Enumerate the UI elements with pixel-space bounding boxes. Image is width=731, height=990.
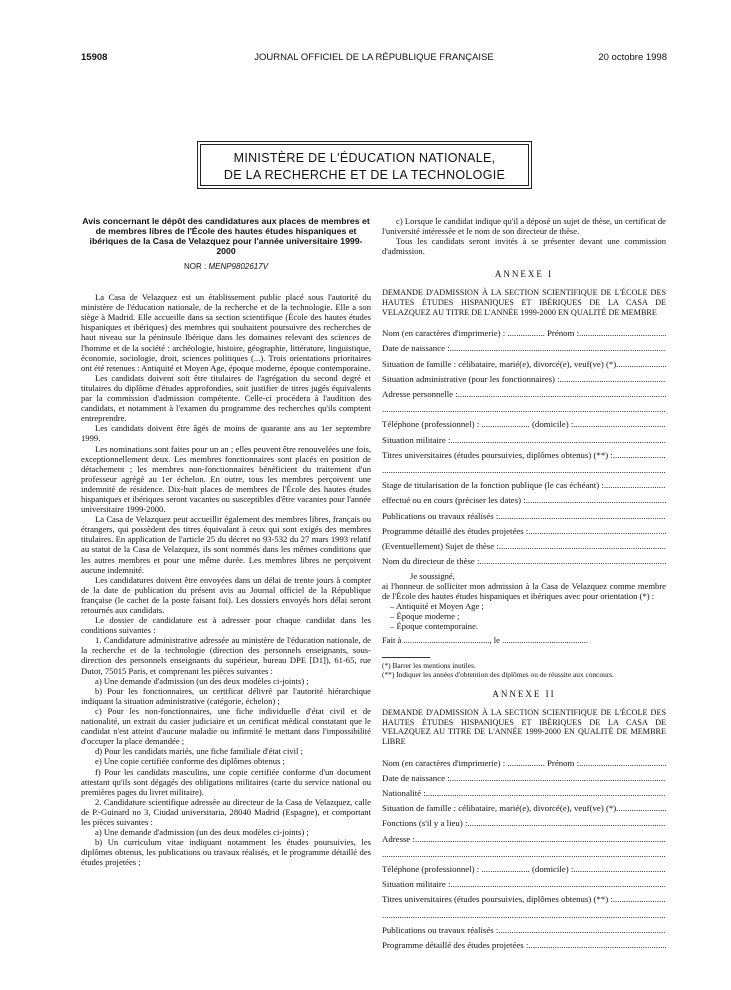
form-field-dots <box>426 786 666 801</box>
form-field-label: Téléphone (professionnel) : ...................... (domicile) : <box>382 864 574 875</box>
form-field-label: Nom (en caractères d'imprimerie) : ................. Prénom : <box>382 757 580 768</box>
form-field-label: Fonctions (s'il y a lieu) : <box>382 818 468 829</box>
right-column <box>382 216 666 953</box>
form-field-line <box>382 433 666 448</box>
form-field-label: Situation administrative (pour les fonctionnaires) : <box>382 373 560 384</box>
publication-date: 20 octobre 1998 <box>598 52 667 63</box>
journal-title: JOURNAL OFFICIEL DE LA RÉPUBLIQUE FRANÇAISE <box>254 52 494 63</box>
annexe-1-heading: ANNEXE I <box>494 269 554 280</box>
form-field-line <box>382 387 666 402</box>
body-paragraph: b) Pour les fonctionnaires, un certificat délivré par l'autorité hiérarchique indiquant la situation administrative (catégorie, échelon) ; <box>81 685 371 706</box>
footnote-rule <box>382 657 430 658</box>
form-field-line <box>382 417 666 432</box>
form-field-dots <box>573 862 666 877</box>
form-field-line <box>382 923 666 938</box>
form-field-dots <box>579 756 666 771</box>
form-field-line <box>382 786 666 801</box>
form-field-label: Situation de famille : célibataire, marié(e), divorcé(e), veuf(ve) (*). <box>382 803 619 814</box>
form-field-dots <box>604 478 666 493</box>
annexe-2-caption: DEMANDE D'ADMISSION À LA SECTION SCIENTIFIQUE DE L'ÉCOLE DES HAUTES ÉTUDES HISPANIQUES ET IBÉRIQUES DE LA CASA DE VELAZQUEZ AU TITRE DE L'ANNÉE 1999-2000 EN QUALITÉ DE MEMBRE LIBRE <box>382 708 666 747</box>
form-field-dots <box>613 448 666 463</box>
form-field-label: Date de naissance : <box>382 343 450 354</box>
form-field-dots <box>450 433 666 448</box>
form-field-label: Titres universitaires (études poursuivies, diplômes obtenus) (**) : <box>382 894 613 905</box>
form-field-dots <box>579 326 666 341</box>
form-field-dots <box>613 892 666 907</box>
form-field-label: Téléphone (professionnel) : ...................... (domicile) : <box>382 419 574 430</box>
form-field-line <box>382 357 666 372</box>
soussigne-line: Je soussigné, <box>410 570 455 581</box>
form-field-dots <box>450 341 666 356</box>
form-field-line <box>382 801 666 816</box>
form-field-label: Adresse personnelle : <box>382 389 458 400</box>
ministry-line-2: DE LA RECHERCHE ET DE LA TECHNOLOGIE <box>223 168 506 182</box>
form-field-label: Nationalité : <box>382 788 426 799</box>
form-field-label: Nom du directeur de thèse : <box>382 556 480 567</box>
body-paragraph: a) Une demande d'admission (un des deux modèles ci-joints) ; <box>95 675 309 686</box>
form-field-label: Stage de titularisation de la fonction publique (le cas échéant) : <box>382 480 604 491</box>
form-field-label: Publications ou travaux réalisés : <box>382 510 499 521</box>
form-field-line <box>382 493 666 508</box>
orientation-options <box>382 601 666 631</box>
form-field-line <box>382 832 666 847</box>
body-paragraph: 2. Candidature scientifique adressée au directeur de la Casa de Velazquez, calle de P.-Guinard no 3, Ciudad universitaria, 28040 Madrid (Espagne), et comportant les pièces suivantes : <box>81 796 371 827</box>
form-field-label: effectué ou en cours (préciser les dates) : <box>382 495 526 506</box>
annexe-2-heading: ANNEXE II <box>492 689 556 700</box>
form-field-line <box>382 524 666 539</box>
form-field-line <box>382 509 666 524</box>
form-field-line <box>382 402 666 417</box>
form-field-dots <box>498 923 666 938</box>
form-field-line <box>382 463 666 478</box>
form-field-dots <box>415 832 666 847</box>
form-field-label: Adresse : <box>382 833 415 844</box>
body-paragraph: c) Lorsque le candidat indique qu'il a déposé un sujet de thèse, un certificat de l'université intéressée et le nom de son directeur de thèse. <box>382 216 666 237</box>
form-field-dots <box>618 357 666 372</box>
body-paragraph: La Casa de Velazquez est un établissement public placé sous l'autorité du ministère de l'éducation nationale, de la recherche et de la technologie. Elle a son siège à Madrid. Elle accueille dans sa section scientifique (École des hautes études hispaniques et ibériques) des membres qui souhaitent poursuivre des recherches de haut niveau sur la péninsule Ibérique dans les domaines relevant des sciences de l'homme et de la société : archéologie, histoire, géographie, littérature, linguistique, économie, sociologie, droit, sciences politiques (...). Trois orientations prioritaires ont été retenues : Antiquité et Moyen Age, époque moderne, époque contemporaine. <box>81 292 371 373</box>
form-field-dots <box>450 771 666 786</box>
form-field-label: Situation militaire : <box>382 879 451 890</box>
form-field-dots <box>528 938 666 953</box>
form-field-label: (Eventuellement) Sujet de thèse : <box>382 541 499 552</box>
form-field-dots <box>560 372 666 387</box>
body-paragraph: f) Pour les candidats masculins, une copie certifiée conforme d'un document attestant qu'ils sont dégagés des obligations militaires (carte du service national ou premières pages du livret militaire). <box>81 766 371 797</box>
page-header <box>81 52 667 66</box>
form-field-line <box>382 326 666 341</box>
form-field-dots <box>450 877 666 892</box>
fait-line: Fait à ........................................, le ........................................ <box>382 635 589 646</box>
form-field-label: Titres universitaires (études poursuivies, diplômes obtenus) (**) : <box>382 449 613 460</box>
form-field-line <box>382 341 666 356</box>
form-field-dots <box>382 908 666 923</box>
form-field-dots <box>498 509 666 524</box>
form-field-line <box>382 756 666 771</box>
footnote: (*) Barrer les mentions inutiles. <box>382 661 476 671</box>
form-field-line <box>382 478 666 493</box>
form-field-label: Nom (en caractères d'imprimerie) : ................. Prénom : <box>382 328 580 339</box>
form-field-dots <box>382 847 666 862</box>
right-paragraphs <box>382 216 666 256</box>
annexe-2-form <box>382 756 666 954</box>
ministry-box <box>200 144 529 186</box>
body-paragraph: La Casa de Velazquez peut accueillir également des membres libres, français ou étrangers, qui possèdent des titres équivalant à ceux qui sont exigés des membres titulaires. En application de l'article 25 du décret no 93-532 du 27 mars 1993 relatif au statut de la Casa de Velazquez, ils sont nommés dans les mêmes conditions que les autres membres et pour une même durée. Les membres libres ne perçoivent aucune indemnité. <box>81 514 371 575</box>
form-field-line <box>382 892 666 907</box>
form-field-line <box>382 816 666 831</box>
left-paragraphs <box>81 292 371 867</box>
form-field-dots <box>382 402 666 417</box>
footnote: (**) Indiquer les années d'obtention des diplômes ou de réussite aux concours. <box>382 669 615 679</box>
form-field-line <box>382 938 666 953</box>
form-field-label: Situation de famille : célibataire, marié(e), divorcé(e), veuf(ve) (*). <box>382 358 619 369</box>
form-field-line <box>382 539 666 554</box>
body-paragraph: c) Pour les non-fonctionnaires, une fiche individuelle d'état civil et de nationalité, un extrait du casier judiciaire et un certificat médical constatant que le candidat n'est atteint d'aucune maladie ou infirmité le mettant dans l'impossibilité d'occuper la place demandée ; <box>81 705 371 747</box>
form-field-line <box>382 877 666 892</box>
form-field-dots <box>467 816 666 831</box>
form-field-line <box>382 771 666 786</box>
annexe-1-caption: DEMANDE D'ADMISSION À LA SECTION SCIENTIFIQUE DE L'ÉCOLE DES HAUTES ÉTUDES HISPANIQUES ET IBÉRIQUES DE LA CASA DE VELAZQUEZ AU TITRE DE L'ANNÉE 1999-2000 EN QUALITÉ DE MEMBRE <box>382 288 666 317</box>
body-paragraph: Les candidats doivent soit être titulaires de l'agrégation du second degré et titulaires du diplôme d'études approfondies, soit justifier de titres jugés équivalents par la commission d'admission compétente. Celle-ci procédera à l'audition des candidats, et notamment à l'examen du programme des recherches qu'ils comptent entreprendre. <box>81 372 371 424</box>
orientation-option: – Époque contemporaine. <box>390 620 479 631</box>
body-paragraph: Le dossier de candidature est à adresser pour chaque candidat dans les conditions suivantes : <box>81 615 371 636</box>
page-number: 15908 <box>81 52 108 63</box>
orientation-option: – Époque moderne ; <box>390 610 460 621</box>
admission-request: ai l'honneur de solliciter mon admission à la Casa de Velazquez comme membre de l'École des hautes études hispaniques et ibériques avec pour orientation (*) : <box>382 580 666 601</box>
form-field-dots <box>528 524 666 539</box>
form-field-line <box>382 448 666 463</box>
body-paragraph: b) Un curriculum vitae indiquant notamment les études poursuivies, les diplômes obtenus, les publications ou travaux réalisés, et le programme détaillé des études projetées ; <box>81 837 371 868</box>
form-field-dots <box>618 801 666 816</box>
form-field-dots <box>479 554 666 569</box>
form-field-line <box>382 847 666 862</box>
orientation-option: – Antiquité et Moyen Age ; <box>390 600 484 611</box>
footnotes <box>382 662 666 679</box>
notice-title: Avis concernant le dépôt des candidatures aux places de membres et de membres libres de l'École des hautes études hispaniques et ibériques de la Casa de Velazquez pour l'année universitaire 1999-2000 <box>82 216 370 256</box>
form-field-line <box>382 554 666 569</box>
body-paragraph: Les candidatures doivent être envoyées dans un délai de trente jours à compter de la date de publication du présent avis au Journal officiel de la République française (le cachet de la poste faisant foi). Les dossiers envoyés hors délai seront retournés aux candidats. <box>81 574 371 615</box>
body-paragraph: a) Une demande d'admission (un des deux modèles ci-joints) ; <box>95 827 309 838</box>
form-field-label: Situation militaire : <box>382 434 451 445</box>
form-field-label: Date de naissance : <box>382 772 450 783</box>
form-field-dots <box>573 417 666 432</box>
form-field-label: Programme détaillé des études projetées : <box>382 940 529 951</box>
left-column <box>81 216 371 867</box>
body-paragraph: d) Pour les candidats mariés, une fiche familiale d'état civil ; <box>95 746 303 757</box>
nor-code: MENP9802617V <box>208 262 269 271</box>
ministry-line-1: MINISTÈRE DE L'ÉDUCATION NATIONALE, <box>233 151 496 165</box>
nor-reference <box>81 262 371 272</box>
form-field-dots <box>382 463 666 478</box>
form-field-line <box>382 862 666 877</box>
body-paragraph: e) Une copie certifiée conforme des diplômes obtenus ; <box>95 756 285 767</box>
form-field-dots <box>526 493 666 508</box>
form-field-label: Publications ou travaux réalisés : <box>382 924 499 935</box>
form-field-label: Programme détaillé des études projetées : <box>382 525 529 536</box>
form-field-line <box>382 372 666 387</box>
form-field-dots <box>499 539 666 554</box>
body-paragraph: 1. Candidature administrative adressée au ministère de l'éducation nationale, de la recherche et de la technologie (direction des personnels enseignants, sous-direction des personnels enseignants du supérieur, bureau DPE [D1]), 61-65, rue Dutot, 75015 Paris, et comprenant les pièces suivantes : <box>81 635 371 676</box>
nor-label: NOR : <box>183 262 207 271</box>
form-field-dots <box>458 387 666 402</box>
form-field-line <box>382 908 666 923</box>
body-paragraph: Tous les candidats seront invités à se présenter devant une commission d'admission. <box>382 236 666 257</box>
annexe-1-form <box>382 326 666 569</box>
body-paragraph: Les nominations sont faites pour un an ; elles peuvent être renouvelées une fois, exceptionnellement deux. Les membres fonctionnaires sont placés en position de détachement ; les membres non-fonctionnaires bénéficient du traitement d'un professeur agrégé au 1er échelon. En outre, tous les membres perçoivent une indemnité de résidence. Dix-huit places de membres de l'École des hautes études hispaniques et ibériques seront vacantes ou susceptibles d'être vacantes pour l'année universitaire 1999-2000. <box>81 443 371 515</box>
body-paragraph: Les candidats doivent être âgés de moins de quarante ans au 1er septembre 1999. <box>81 423 371 444</box>
